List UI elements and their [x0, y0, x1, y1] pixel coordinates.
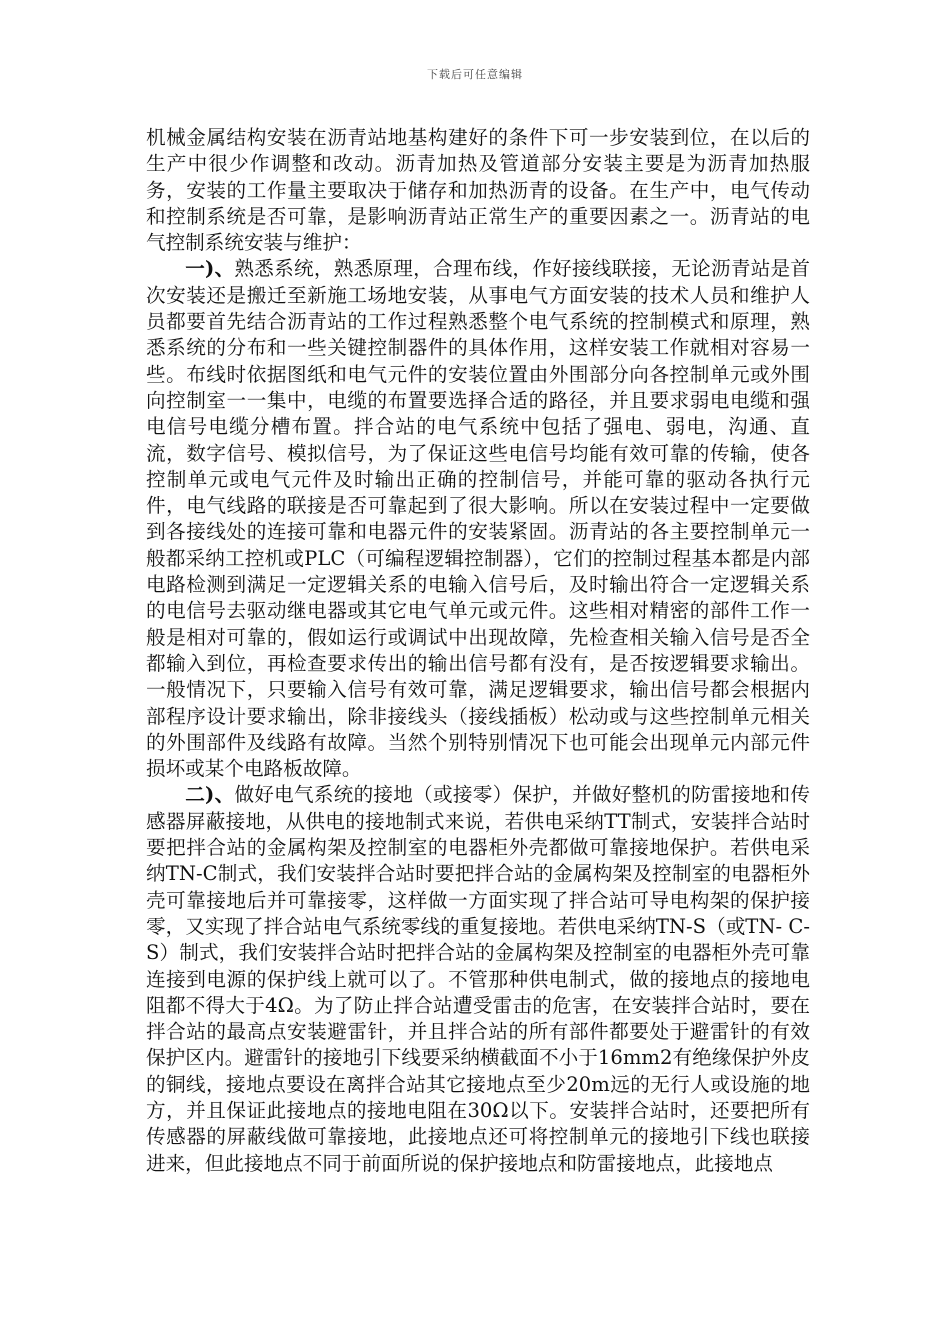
section-number: 一)、: [185, 257, 235, 281]
section-number: 二)、: [185, 783, 235, 807]
document-body: [146, 125, 810, 1177]
paragraph-section-1: [146, 256, 810, 782]
paragraph-intro: [146, 125, 810, 256]
paragraph-text: 机械金属结构安装在沥青站地基构建好的条件下可一步安装到位，在以后的生产中很少作调整和改动。沥青加热及管道部分安装主要是为沥青加热服务，安装的工作量主要取决于储存和加热沥青的设备。在生产中，电气传动和控制系统是否可靠，是影响沥青站正常生产的重要因素之一。沥青站的电气控制系统安装与维护：: [146, 126, 810, 255]
paragraph-text: 做好电气系统的接地（或接零）保护，并做好整机的防雷接地和传感器屏蔽接地，从供电的接地制式来说，若供电采纳TT制式，安装拌合站时要把拌合站的金属构架及控制室的电器柜外壳都做可靠接地保护。若供电采纳TN-C制式，我们安装拌合站时要把拌合站的金属构架及控制室的电器柜外壳可靠接地后并可靠接零，这样做一方面实现了拌合站可导电构架的保护接零，又实现了拌合站电气系统零线的重复接地。若供电采纳TN-S（或TN- C-S）制式，我们安装拌合站时把拌合站的金属构架及控制室的电器柜外壳可靠连接到电源的保护线上就可以了。不管那种供电制式，做的接地点的接地电阻都不得大于4Ω。为了防止拌合站遭受雷击的危害，在安装拌合站时，要在拌合站的最高点安装避雷针，并且拌合站的所有部件都要处于避雷针的有效保护区内。避雷针的接地引下线要采纳横截面不小于16mm2有绝缘保护外皮的铜线，接地点要设在离拌合站其它接地点至少20m远的无行人或设施的地方，并且保证此接地点的接地电阻在30Ω以下。安装拌合站时，还要把所有传感器的屏蔽线做可靠接地，此接地点还可将控制单元的接地引下线也联接进来，但此接地点不同于前面所说的保护接地点和防雷接地点，此接地点: [146, 783, 810, 1175]
paragraph-section-2: [146, 782, 810, 1176]
page-header: 下载后可任意编辑: [427, 68, 523, 81]
paragraph-text: 熟悉系统，熟悉原理，合理布线，作好接线联接，无论沥青站是首次安装还是搬迁至新施工场地安装，从事电气方面安装的技术人员和维护人员都要首先结合沥青站的工作过程熟悉整个电气系统的控制模式和原理，熟悉系统的分布和一些关键控制器件的具体作用，这样安装工作就相对容易一些。布线时依据图纸和电气元件的安装位置由外围部分向各控制单元或外围向控制室一一集中，电缆的布置要选择合适的路径，并且要求弱电电缆和强电信号电缆分槽布置。拌合站的电气系统中包括了强电、弱电，沟通、直流，数字信号、模拟信号，为了保证这些电信号均能有效可靠的传输，使各控制单元或电气元件及时输出正确的控制信号，并能可靠的驱动各执行元件，电气线路的联接是否可靠起到了很大影响。所以在安装过程中一定要做到各接线处的连接可靠和电器元件的安装紧固。沥青站的各主要控制单元一般都采纳工控机或PLC（可编程逻辑控制器），它们的控制过程基本都是内部电路检测到满足一定逻辑关系的电输入信号后，及时输出符合一定逻辑关系的电信号去驱动继电器或其它电气单元或元件。这些相对精密的部件工作一般是相对可靠的，假如运行或调试中出现故障，先检查相关输入信号是否全都输入到位，再检查要求传出的输出信号都有没有，是否按逻辑要求输出。一般情况下，只要输入信号有效可靠，满足逻辑要求，输出信号都会根据内部程序设计要求输出，除非接线头（接线插板）松动或与这些控制单元相关的外围部件及线路有故障。当然个别特别情况下也可能会出现单元内部元件损坏或某个电路板故障。: [146, 257, 810, 781]
